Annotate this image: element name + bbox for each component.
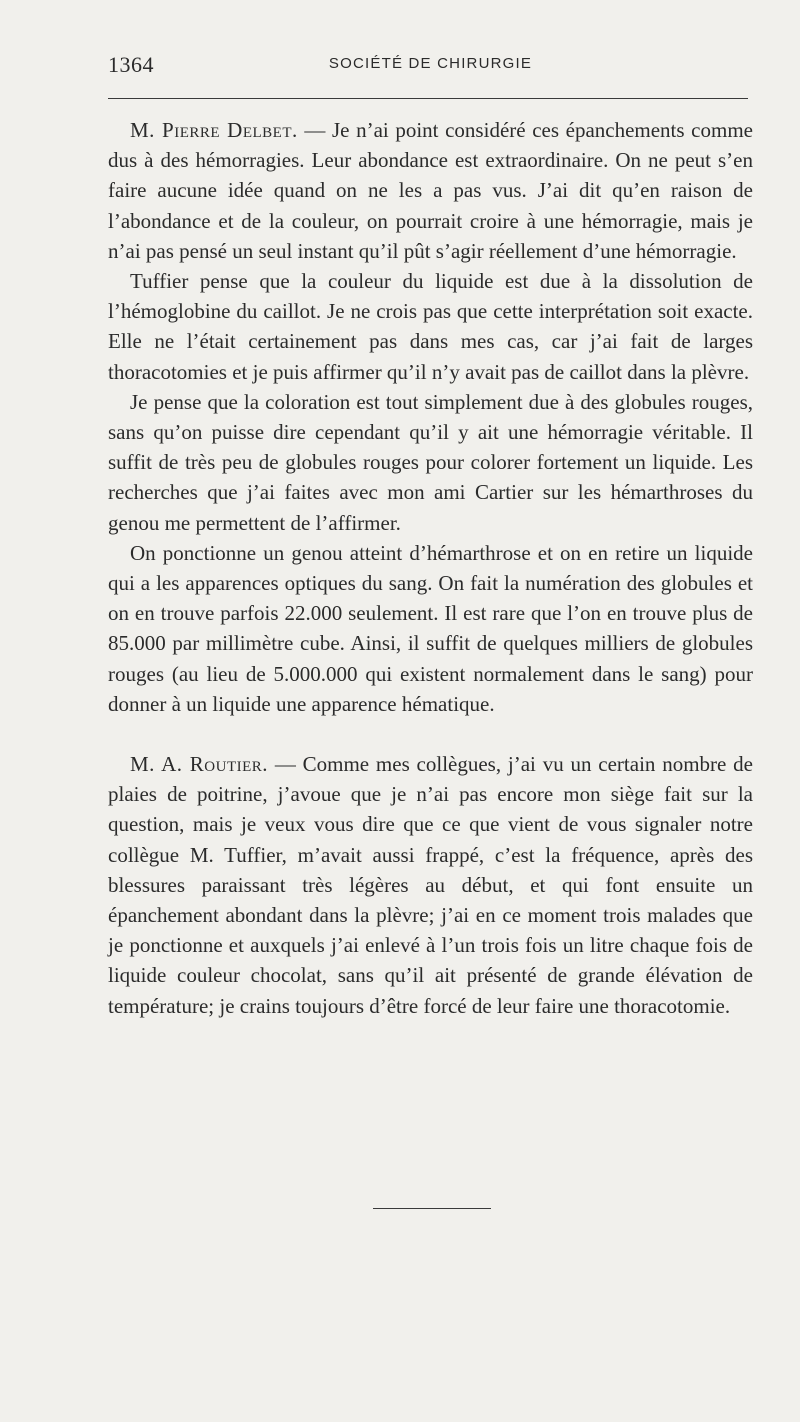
paragraph-text: Je pense que la coloration est tout simplement due à des globules rouges, sans qu’on puisse dire cependant qu’il y ait une hémorragie véritable. Il suffit de très peu de globules rouges pour colorer fortement un liquide. Les recherches que j’ai faites avec mon ami Cartier sur les hémarthroses du genou me permettent de l’affirmer.	[108, 389, 753, 535]
paragraph-delbet-1	[108, 115, 753, 266]
page-number: 1364	[108, 52, 154, 77]
paragraph-routier	[108, 749, 753, 1021]
speaker-delbet: M. Pierre Delbet.	[130, 118, 298, 142]
paragraph-text: On ponctionne un genou atteint d’hémarthrose et on en retire un liquide qui a les apparences optiques du sang. On fait la numération des globules et on en trouve parfois 22.000 seulement. Il est rare que l’on en trouve plus de 85.000 par millimètre cube. Ainsi, il suffit de quelques milliers de globules rouges (au lieu de 5.000.000 qui existent normalement dans le sang) pour donner à un liquide une apparence hématique.	[108, 540, 753, 716]
header-rule	[108, 98, 748, 99]
paragraph-delbet-3	[108, 387, 753, 538]
page-header	[108, 52, 753, 76]
running-head: SOCIÉTÉ DE CHIRURGIE	[328, 55, 533, 72]
speaker-routier: M. A. Routier.	[130, 752, 269, 777]
section-end-rule	[373, 1208, 491, 1209]
paragraph-text: Tuffier pense que la couleur du liquide est due à la dissolution de l’hémoglobine du caillot. Je ne crois pas que cette interprétation soit exacte. Elle ne l’était certainement pas dans mes cas, car j’ai fait de larges thoracotomies et je puis affirmer qu’il n’y avait pas de caillot dans la plèvre.	[108, 269, 753, 384]
paragraph-text: — Comme mes collègues, j’ai vu un certain nombre de plaies de poitrine, j’avoue que je n’ai pas encore mon siège fait sur la question, mais je veux vous dire que ce que vient de vous signaler notre collègue M. Tuffier, m’avait aussi frappé, c’est la fréquence, après des blessures paraissant très légères au début, et qui font ensuite un épanchement abondant dans la plèvre; j’ai en ce moment trois malades que je ponctionne et auxquels j’ai enlevé à l’un trois fois un litre chaque fois de liquide couleur chocolat, sans qu’il ait présenté de grande élévation de température; je crains toujours d’être forcé de leur faire une thoracotomie.	[108, 752, 753, 1018]
paragraph-delbet-4	[108, 538, 753, 719]
body-text	[108, 115, 753, 1021]
paragraph-delbet-2	[108, 266, 753, 387]
paragraph-text: — Je n’ai point considéré ces épanchements comme dus à des hémorragies. Leur abondance est extraordinaire. On ne peut s’en faire aucune idée quand on ne les a pas vus. J’ai dit qu’en raison de l’abondance et de la couleur, on pourrait croire à une hémorragie, mais je n’ai pas pensé un seul instant qu’il pût s’agir réellement d’une hémorragie.	[108, 118, 753, 263]
